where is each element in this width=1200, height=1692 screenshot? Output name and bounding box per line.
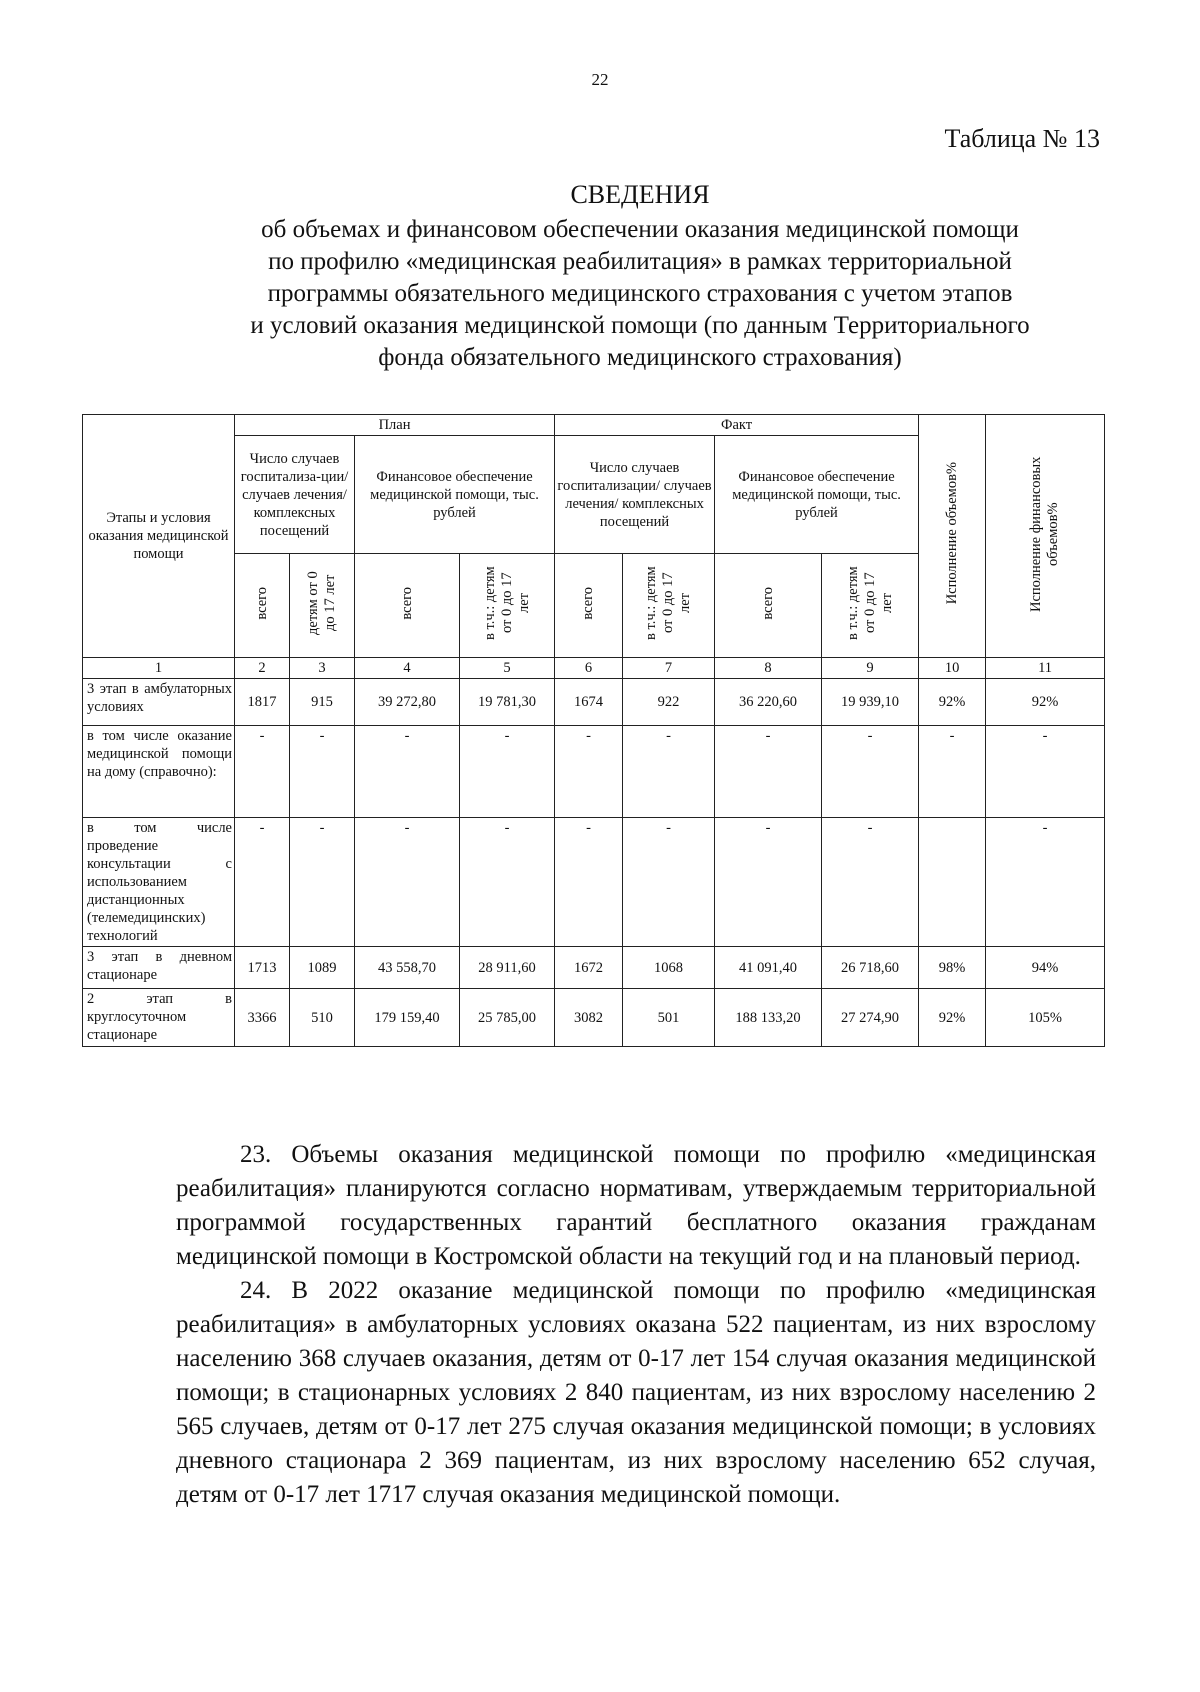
header-plan: План [235, 415, 555, 436]
column-number: 5 [460, 658, 555, 679]
page-number: 22 [591, 70, 609, 89]
value-cell: 1068 [623, 947, 715, 989]
header-exec-volume-text: Исполнение объемов% [943, 462, 960, 605]
table-label: Таблица № 13 [944, 124, 1100, 153]
sub-children [290, 554, 355, 658]
header-stage: Этапы и условия оказания медицинской помощи [83, 415, 235, 658]
value-cell: 19 781,30 [460, 679, 555, 726]
value-cell: - [235, 726, 290, 818]
heading-line: об объемах и финансовом обеспечении оказания медицинской помощи [261, 216, 1019, 243]
value-cell: 1817 [235, 679, 290, 726]
table-row [83, 989, 1105, 1047]
value-cell: - [460, 818, 555, 947]
stage-cell: 2 этап в круглосуточном стационаре [83, 989, 235, 1047]
value-cell: - [822, 818, 919, 947]
value-cell: - [290, 726, 355, 818]
value-cell: 510 [290, 989, 355, 1047]
value-cell: - [555, 818, 623, 947]
heading-line: и условий оказания медицинской помощи (по данным Территориального [250, 312, 1030, 339]
sub-incl-children [822, 554, 919, 658]
value-cell: 105% [986, 989, 1105, 1047]
sub-incl-children-text: в т.ч.: детям от 0 до 17 лет [844, 566, 895, 640]
table-row [83, 679, 1105, 726]
value-cell: - [986, 726, 1105, 818]
value-cell: - [623, 726, 715, 818]
value-cell: 922 [623, 679, 715, 726]
column-number: 10 [919, 658, 986, 679]
value-cell: 92% [986, 679, 1105, 726]
value-cell: - [290, 818, 355, 947]
value-cell: 41 091,40 [715, 947, 822, 989]
document-heading [60, 178, 1200, 374]
value-cell: 3366 [235, 989, 290, 1047]
column-number: 11 [986, 658, 1105, 679]
value-cell: 92% [919, 679, 986, 726]
value-cell: 94% [986, 947, 1105, 989]
column-number: 8 [715, 658, 822, 679]
value-cell: 92% [919, 989, 986, 1047]
value-cell: - [715, 726, 822, 818]
sub-incl-children [623, 554, 715, 658]
value-cell: 1674 [555, 679, 623, 726]
stage-cell: 3 этап в дневном стационаре [83, 947, 235, 989]
value-cell: 98% [919, 947, 986, 989]
value-cell: - [715, 818, 822, 947]
heading-line: по профилю «медицинская реабилитация» в рамках территориальной [268, 248, 1012, 275]
value-cell: - [355, 818, 460, 947]
sub-total-text: всего [759, 586, 776, 620]
sub-total-text: всего [253, 586, 270, 620]
header-fin-fact: Финансовое обеспечение медицинской помощи, тыс. рублей [715, 436, 919, 554]
table-body [83, 679, 1105, 1047]
sub-total [355, 554, 460, 658]
column-number: 7 [623, 658, 715, 679]
sub-total-text: всего [580, 586, 597, 620]
heading-line: программы обязательного медицинского страхования с учетом этапов [267, 280, 1013, 307]
value-cell: 1089 [290, 947, 355, 989]
stage-cell: в том числе оказание медицинской помощи на дому (справочно): [83, 726, 235, 818]
value-cell: 1672 [555, 947, 623, 989]
sub-incl-children-text: в т.ч.: детям от 0 до 17 лет [643, 566, 694, 640]
value-cell: - [623, 818, 715, 947]
header-exec-volume [919, 415, 986, 658]
heading-line: фонда обязательного медицинского страхования) [378, 344, 902, 371]
header-exec-fin [986, 415, 1105, 658]
column-number: 4 [355, 658, 460, 679]
value-cell: - [986, 818, 1105, 947]
value-cell: 19 939,10 [822, 679, 919, 726]
value-cell: 179 159,40 [355, 989, 460, 1047]
stage-cell: в том числе проведение консультации с использованием дистанционных (телемедицинских) технологий [83, 818, 235, 947]
paragraph-24: 24. В 2022 оказание медицинской помощи по профилю «медицинская реабилитация» в амбулаторных условиях оказана 522 пациентам, из них взрослому населению 368 случаев оказания, детям от 0-17 лет 154 случая оказания медицинской помощи; в стационарных условиях 2 840 пациентам, из них взрослому населению 2 565 случаев, детям от 0-17 лет 275 случая оказания медицинской помощи; в условиях дневного стационара 2 369 пациентам, из них взрослому населению 652 случая, детям от 0-17 лет 1717 случая оказания медицинской помощи. [176, 1277, 1096, 1508]
sub-total [555, 554, 623, 658]
value-cell: - [355, 726, 460, 818]
value-cell: 36 220,60 [715, 679, 822, 726]
value-cell: 39 272,80 [355, 679, 460, 726]
value-cell: 25 785,00 [460, 989, 555, 1047]
value-cell: - [460, 726, 555, 818]
table-row [83, 726, 1105, 818]
value-cell: 188 133,20 [715, 989, 822, 1047]
header-cases-plan: Число случаев госпитализа-ции/ случаев лечения/ комплексных посещений [235, 436, 355, 554]
value-cell: 43 558,70 [355, 947, 460, 989]
data-table [82, 414, 1105, 1047]
sub-total [235, 554, 290, 658]
value-cell: 3082 [555, 989, 623, 1047]
header-fin-plan: Финансовое обеспечение медицинской помощи, тыс. рублей [355, 436, 555, 554]
value-cell [919, 818, 986, 947]
value-cell: - [235, 818, 290, 947]
sub-total [715, 554, 822, 658]
header-cases-fact: Число случаев госпитализации/ случаев лечения/ комплексных посещений [555, 436, 715, 554]
stage-cell: 3 этап в амбулаторных условиях [83, 679, 235, 726]
sub-total-text: всего [398, 586, 415, 620]
value-cell: 28 911,60 [460, 947, 555, 989]
column-number: 6 [555, 658, 623, 679]
table-row [83, 947, 1105, 989]
value-cell: 501 [623, 989, 715, 1047]
value-cell: 1713 [235, 947, 290, 989]
sub-incl-children-text: в т.ч.: детям от 0 до 17 лет [481, 566, 532, 640]
column-number: 1 [83, 658, 235, 679]
heading-title: СВЕДЕНИЯ [570, 180, 710, 209]
value-cell: - [822, 726, 919, 818]
body-text [176, 1138, 1096, 1512]
column-number-row [83, 658, 1105, 679]
value-cell: 27 274,90 [822, 989, 919, 1047]
value-cell: - [555, 726, 623, 818]
sub-incl-children [460, 554, 555, 658]
table-row [83, 818, 1105, 947]
value-cell: 915 [290, 679, 355, 726]
sub-children-text: детям от 0 до 17 лет [305, 571, 338, 635]
header-exec-fin-text: Исполнение финансовых объемов% [1028, 455, 1062, 612]
value-cell: - [919, 726, 986, 818]
value-cell: 26 718,60 [822, 947, 919, 989]
column-number: 3 [290, 658, 355, 679]
column-number: 2 [235, 658, 290, 679]
paragraph-23: 23. Объемы оказания медицинской помощи по профилю «медицинская реабилитация» планируются согласно нормативам, утверждаемым территориальной программой государственных гарантий бесплатного оказания гражданам медицинской помощи в Костромской области на текущий год и на плановый период. [176, 1141, 1096, 1270]
header-fact: Факт [555, 415, 919, 436]
column-number: 9 [822, 658, 919, 679]
